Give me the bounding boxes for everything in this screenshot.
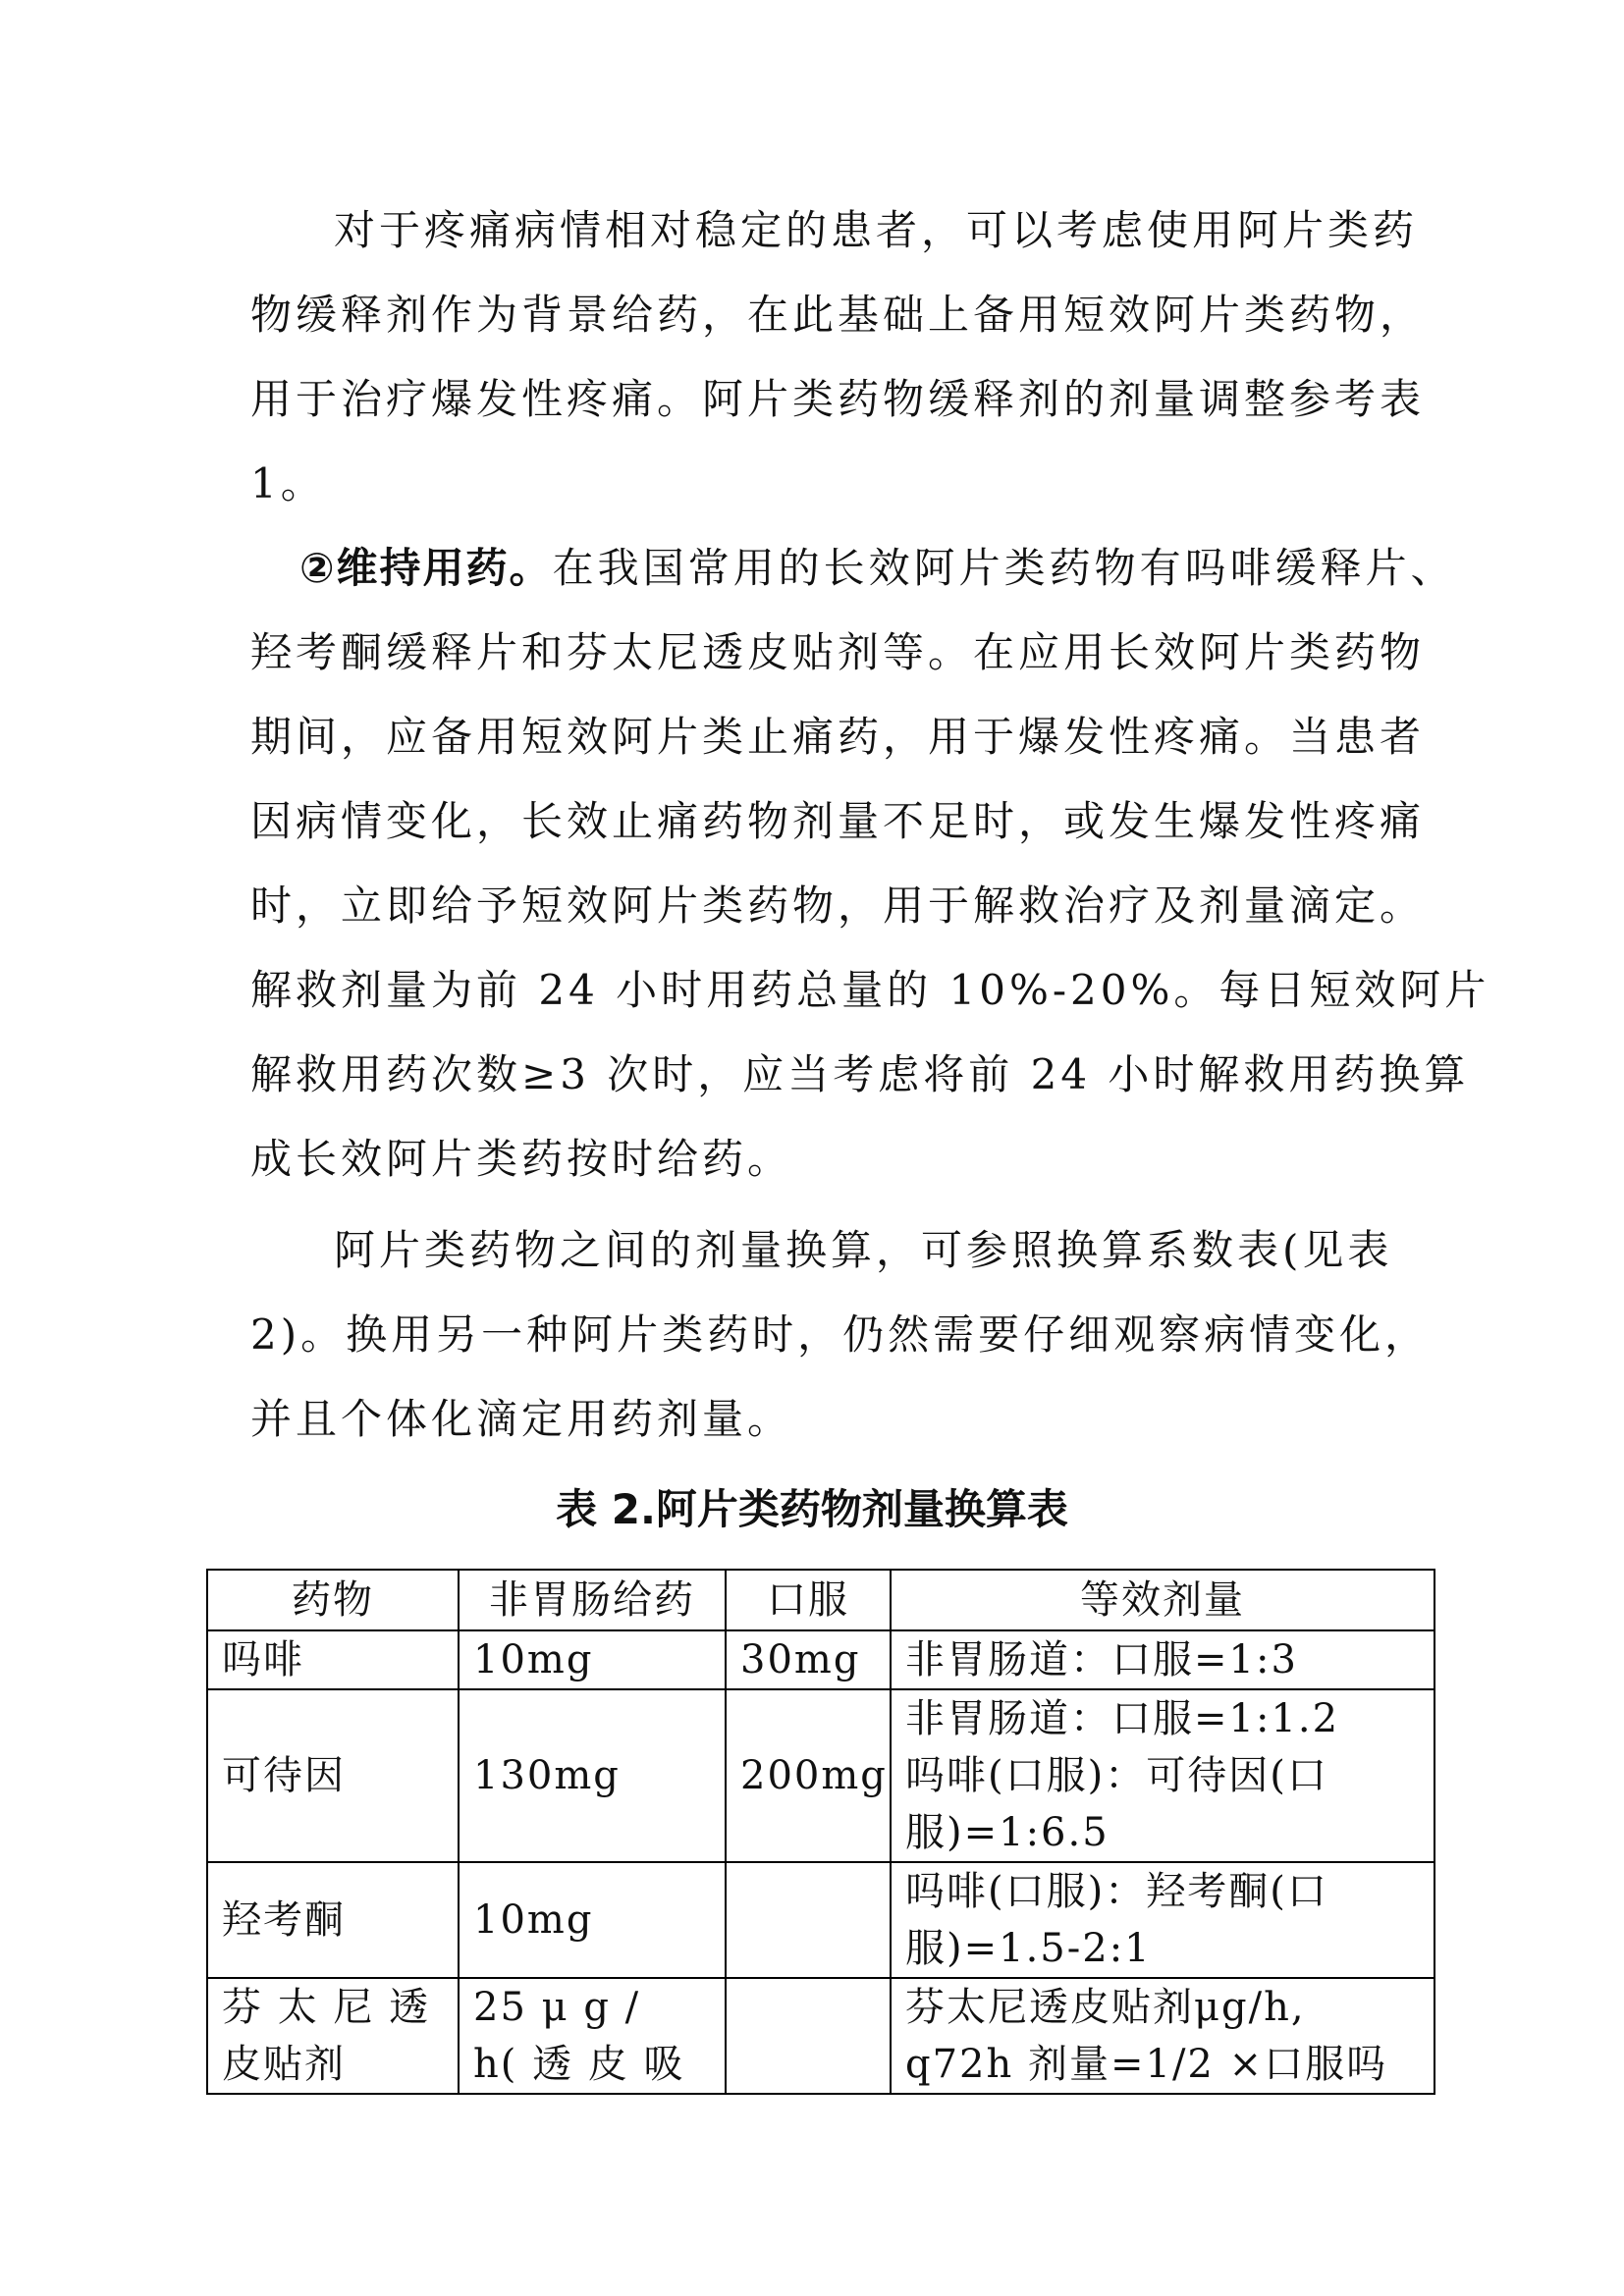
paragraph-2-line-4: 因病情变化，长效止痛药物剂量不足时，或发生爆发性疼痛 — [250, 797, 1426, 845]
paragraph-2-line-5: 时，立即给予短效阿片类药物，用于解救治疗及剂量滴定。 — [250, 881, 1426, 930]
paragraph-2-line-1-text: 在我国常用的长效阿片类药物有吗啡缓释片、 — [552, 544, 1456, 592]
paragraph-3-line-3: 并且个体化滴定用药剂量。 — [250, 1395, 793, 1443]
opioid-conversion-table — [206, 1569, 1435, 2095]
header-parenteral: 非胃肠给药 — [459, 1570, 726, 1630]
cell-equivalent: 非胃肠道：口服=1:3 — [891, 1630, 1435, 1689]
paragraph-1-line-2: 物缓释剂作为背景给药，在此基础上备用短效阿片类药物， — [250, 291, 1426, 339]
cell-equivalent: 非胃肠道：口服=1:1.2 吗啡(口服)：可待因(口 服)=1:6.5 — [891, 1689, 1435, 1862]
cell-oral — [726, 1978, 891, 2094]
cell-oral — [726, 1862, 891, 1978]
paragraph-2-line-2: 羟考酮缓释片和芬太尼透皮贴剂等。在应用长效阿片类药物 — [250, 628, 1426, 676]
table-row-codeine — [207, 1689, 1435, 1862]
cell-oral: 200mg — [726, 1689, 891, 1862]
header-drug: 药物 — [207, 1570, 459, 1630]
cell-equivalent: 芬太尼透皮贴剂μg/h, q72h 剂量=1/2 ×口服吗 — [891, 1978, 1435, 2094]
cell-drug: 羟考酮 — [207, 1862, 459, 1978]
table-caption: 表 2.阿片类药物剂量换算表 — [556, 1485, 1068, 1533]
header-oral: 口服 — [726, 1570, 891, 1630]
cell-oral: 30mg — [726, 1630, 891, 1689]
paragraph-2-line-6: 解救剂量为前 24 小时用药总量的 10%-20%。每日短效阿片 — [250, 966, 1490, 1014]
cell-equivalent: 吗啡(口服)：羟考酮(口 服)=1.5-2:1 — [891, 1862, 1435, 1978]
paragraph-1-line-3: 用于治疗爆发性疼痛。阿片类药物缓释剂的剂量调整参考表 — [250, 375, 1426, 423]
cell-drug: 芬 太 尼 透 皮贴剂 — [207, 1978, 459, 2094]
paragraph-1-line-4: 1。 — [250, 459, 326, 507]
table-row-fentanyl-patch — [207, 1978, 1435, 2094]
table-row-oxycodone — [207, 1862, 1435, 1978]
paragraph-3-line-1: 阿片类药物之间的剂量换算，可参照换算系数表(见表 — [334, 1226, 1393, 1274]
table-header-row — [207, 1570, 1435, 1630]
paragraph-3-line-2: 2)。换用另一种阿片类药时，仍然需要仔细观察病情变化， — [250, 1310, 1431, 1359]
header-equivalent-dose: 等效剂量 — [891, 1570, 1435, 1630]
paragraph-2-line-1 — [299, 540, 1456, 597]
cell-parenteral: 130mg — [459, 1689, 726, 1862]
paragraph-1-line-1: 对于疼痛病情相对稳定的患者，可以考虑使用阿片类药 — [334, 206, 1419, 254]
paragraph-2-line-3: 期间，应备用短效阿片类止痛药，用于爆发性疼痛。当患者 — [250, 713, 1426, 761]
paragraph-2-line-7: 解救用药次数≥3 次时，应当考虑将前 24 小时解救用药换算 — [250, 1050, 1470, 1098]
paragraph-2-line-8: 成长效阿片类药按时给药。 — [250, 1135, 793, 1183]
cell-parenteral: 25 μ g / h( 透 皮 吸 — [459, 1978, 726, 2094]
cell-drug: 吗啡 — [207, 1630, 459, 1689]
cell-parenteral: 10mg — [459, 1630, 726, 1689]
cell-parenteral: 10mg — [459, 1862, 726, 1978]
table-row-morphine — [207, 1630, 1435, 1689]
section-heading-maintenance: ②维持用药。 — [299, 544, 553, 592]
cell-drug: 可待因 — [207, 1689, 459, 1862]
